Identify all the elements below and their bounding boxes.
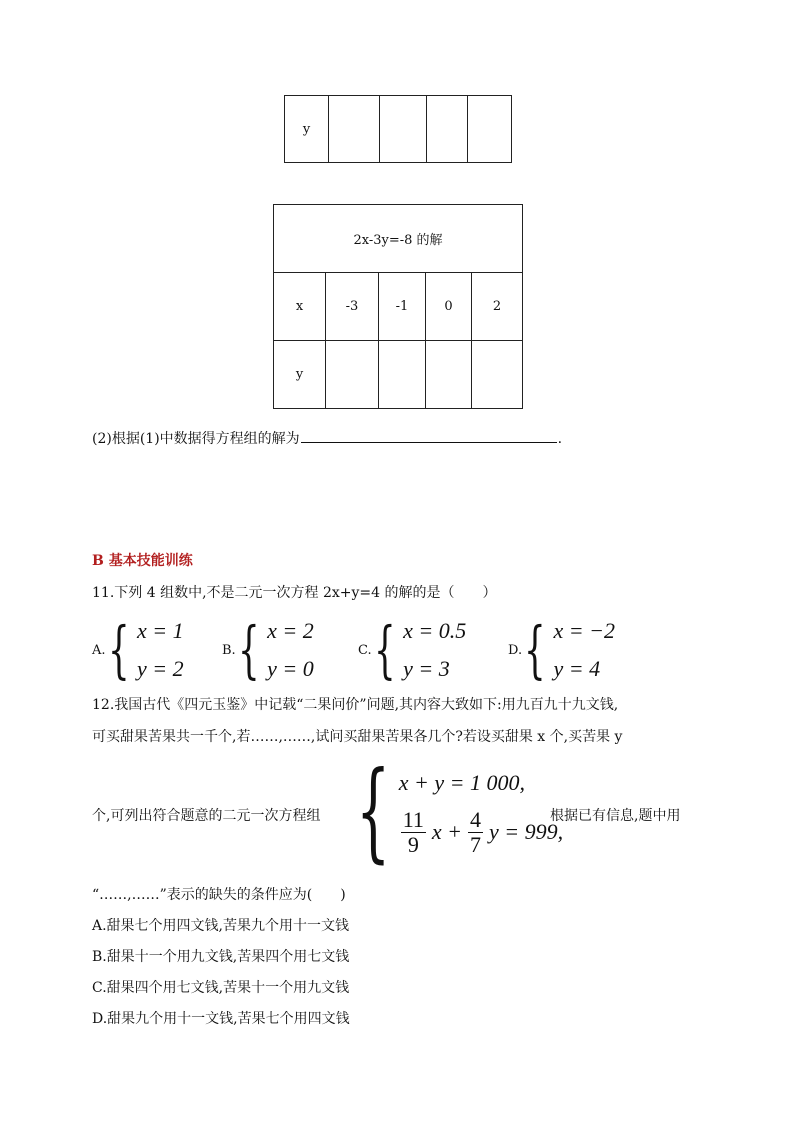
table-cell: -3 [326,273,379,341]
table-cell: -1 [379,273,426,341]
equation: x = 0.5 [403,618,467,643]
equation-system [108,612,184,688]
table-cell[interactable] [379,341,426,409]
solutions-table [273,204,523,409]
fraction: $\frac{4}{7}$ [470,806,482,857]
option-label: B. [222,642,236,658]
equation-system [238,612,314,688]
table-cell: 0 [426,273,472,341]
left-brace-icon: { [524,613,546,686]
question-10-part-2 [92,428,562,448]
answer-table-top [284,95,512,163]
question-12-line-1: 12.我国古代《四元玉鉴》中记载“二果问价”问题,其内容大致如下:用九百九十九文钱, [92,697,619,713]
equation: x = 2 [267,618,314,643]
equation: y = 0 [267,656,314,681]
q12-option-d[interactable]: D.甜果九个用十一文钱,苦果七个用四文钱 [92,1011,350,1027]
equation: y = 3 [403,656,450,681]
q11-option-a[interactable] [92,612,184,688]
left-brace-icon: { [373,613,396,686]
section-title: B 基本技能训练 [92,553,193,569]
question-text: (2)根据(1)中数据得方程组的解为 [92,431,300,447]
table-cell[interactable] [427,96,468,163]
period: . [557,431,563,447]
equation-system [524,612,615,688]
table-row-label: x [274,273,326,341]
q11-option-b[interactable] [222,612,314,688]
equation-part: y = 999, [489,819,564,844]
left-brace-icon: { [107,613,130,686]
q12-option-b[interactable]: B.甜果十一个用九文钱,苦果四个用七文钱 [92,949,350,965]
q12-option-c[interactable]: C.甜果四个用七文钱,苦果十一个用九文钱 [92,980,350,996]
table-cell: 2 [472,273,523,341]
question-12-line-3-post: 根据已有信息,题中用 [550,808,681,824]
answer-blank[interactable] [301,428,557,443]
q12-option-a[interactable]: A.甜果七个用四文钱,苦果九个用十一文钱 [92,918,350,934]
table-title: 2x-3y=-8 的解 [274,205,523,273]
table-row-label: y [274,341,326,409]
fraction: $\frac{11}{9}$ [402,806,424,857]
left-brace-icon: { [237,613,260,686]
option-label: C. [358,642,372,658]
equation: y = 4 [553,656,601,681]
question-12-line-4: “……,……”表示的缺失的条件应为( ) [92,887,346,903]
table-row-label: y [285,96,329,163]
equation-part: x + [431,819,463,844]
question-12-line-2: 可买甜果苦果共一千个,若……,……,试问买甜果苦果各几个?若设买甜果 x 个,买苦果 y [92,729,623,745]
q11-option-c[interactable] [358,612,466,688]
question-12-line-3-pre: 个,可列出符合题意的二元一次方程组 [92,808,321,824]
equation-system [374,612,467,688]
table-cell[interactable] [326,341,379,409]
table-cell[interactable] [380,96,427,163]
option-label: D. [508,642,523,658]
table-cell[interactable] [329,96,380,163]
table-cell[interactable] [468,96,512,163]
option-label: A. [92,642,106,658]
left-brace-icon: { [356,749,391,874]
table-cell[interactable] [472,341,523,409]
equation: x = 1 [136,618,184,643]
equation: x = −2 [553,618,616,643]
equation: x + y = 1 000, [398,770,525,795]
table-cell[interactable] [426,341,472,409]
question-11-stem: 11.下列 4 组数中,不是二元一次方程 2x+y=4 的解的是（ ） [92,585,497,601]
q11-option-d[interactable] [508,612,615,688]
q12-equation-system [356,749,564,874]
equation: y = 2 [136,656,184,681]
